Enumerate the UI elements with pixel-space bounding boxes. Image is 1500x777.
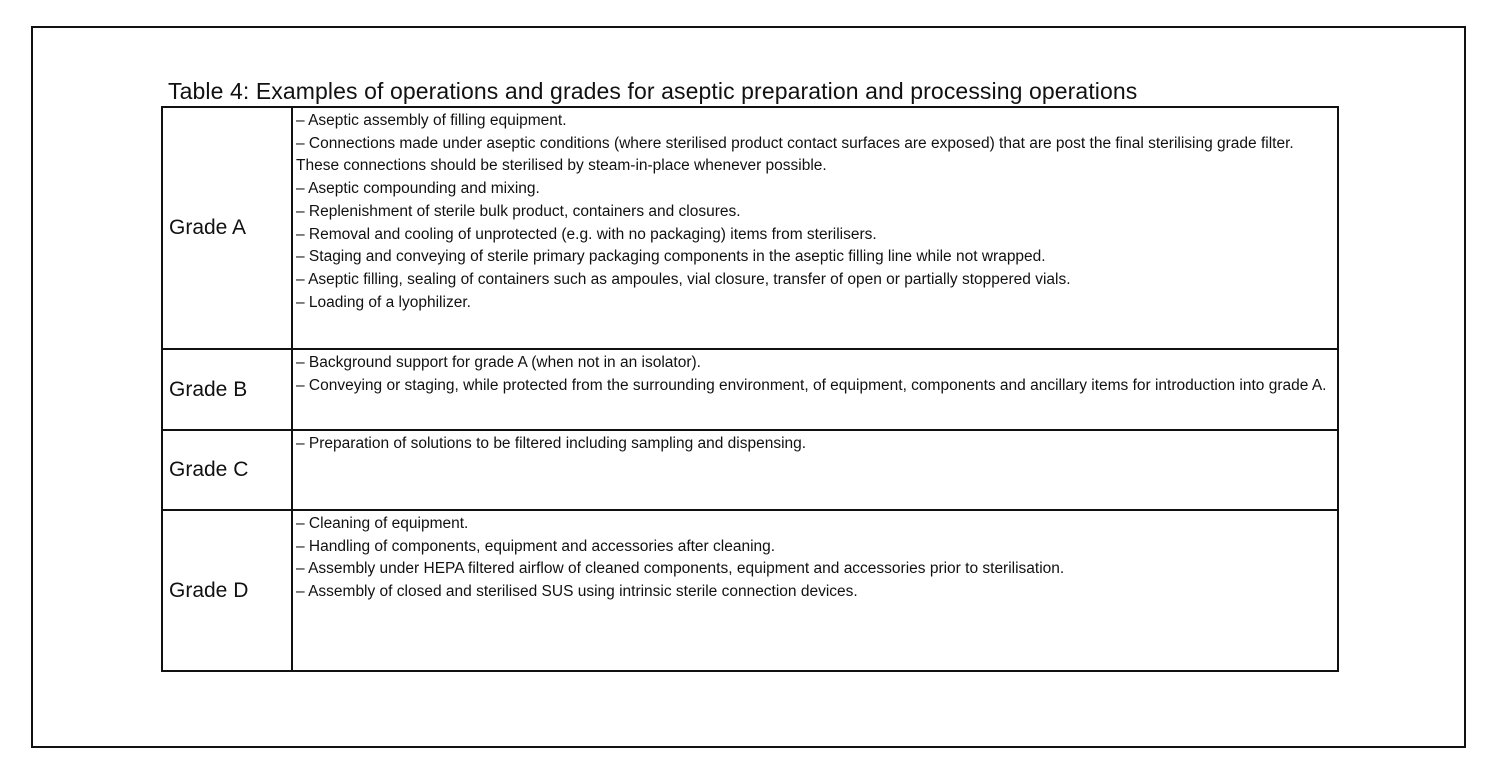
grade-label: Grade A (162, 107, 292, 349)
grades-table (161, 106, 1339, 672)
operation-item: – Aseptic filling, sealing of containers such as ampoules, vial closure, transfer of open or partially stoppered vials. (296, 270, 1071, 288)
table-row-grade-d (162, 510, 1338, 671)
operation-item: – Removal and cooling of unprotected (e.g. with no packaging) items from sterilisers. (296, 225, 877, 243)
operation-item: – Replenishment of sterile bulk product, containers and closures. (296, 202, 741, 220)
operations-list (296, 110, 1333, 314)
operations-cell (292, 430, 1338, 510)
operation-item: – Staging and conveying of sterile primary packaging components in the aseptic filling line while not wrapped. (296, 248, 1046, 266)
grade-label: Grade C (162, 430, 292, 510)
operations-list (296, 352, 1333, 397)
operation-item: – Assembly under HEPA filtered airflow of cleaned components, equipment and accessories prior to sterilisation. (296, 560, 1065, 578)
table-row-grade-b (162, 349, 1338, 430)
table-row-grade-c (162, 430, 1338, 510)
operation-item: – Connections made under aseptic conditions (where sterilised product contact surfaces are exposed) that are post the final sterilising grade filter. These connections should be sterilised by steam-in-place whenever possible. (296, 134, 1294, 175)
grade-label: Grade D (162, 510, 292, 671)
operation-item: – Handling of components, equipment and accessories after cleaning. (296, 537, 776, 555)
operation-item: – Assembly of closed and sterilised SUS using intrinsic sterile connection devices. (296, 583, 858, 601)
operation-item: – Aseptic assembly of filling equipment. (296, 112, 567, 129)
table-title: Table 4: Examples of operations and grades for aseptic preparation and processing operations (168, 78, 1138, 104)
operations-list (296, 433, 1333, 456)
operation-item: – Aseptic compounding and mixing. (296, 180, 540, 198)
grade-label: Grade B (162, 349, 292, 430)
operation-item: – Cleaning of equipment. (296, 515, 469, 532)
operation-item: – Background support for grade A (when not in an isolator). (296, 354, 701, 371)
operation-item: – Preparation of solutions to be filtered including sampling and dispensing. (296, 435, 807, 452)
operation-item: – Loading of a lyophilizer. (296, 293, 471, 311)
operations-cell (292, 107, 1338, 349)
operation-item: – Conveying or staging, while protected from the surrounding environment, of equipment, components and ancillary items for introduction into grade A. (296, 376, 1327, 394)
operations-cell (292, 349, 1338, 430)
operations-cell (292, 510, 1338, 671)
table-row-grade-a (162, 107, 1338, 349)
operations-list (296, 513, 1333, 604)
